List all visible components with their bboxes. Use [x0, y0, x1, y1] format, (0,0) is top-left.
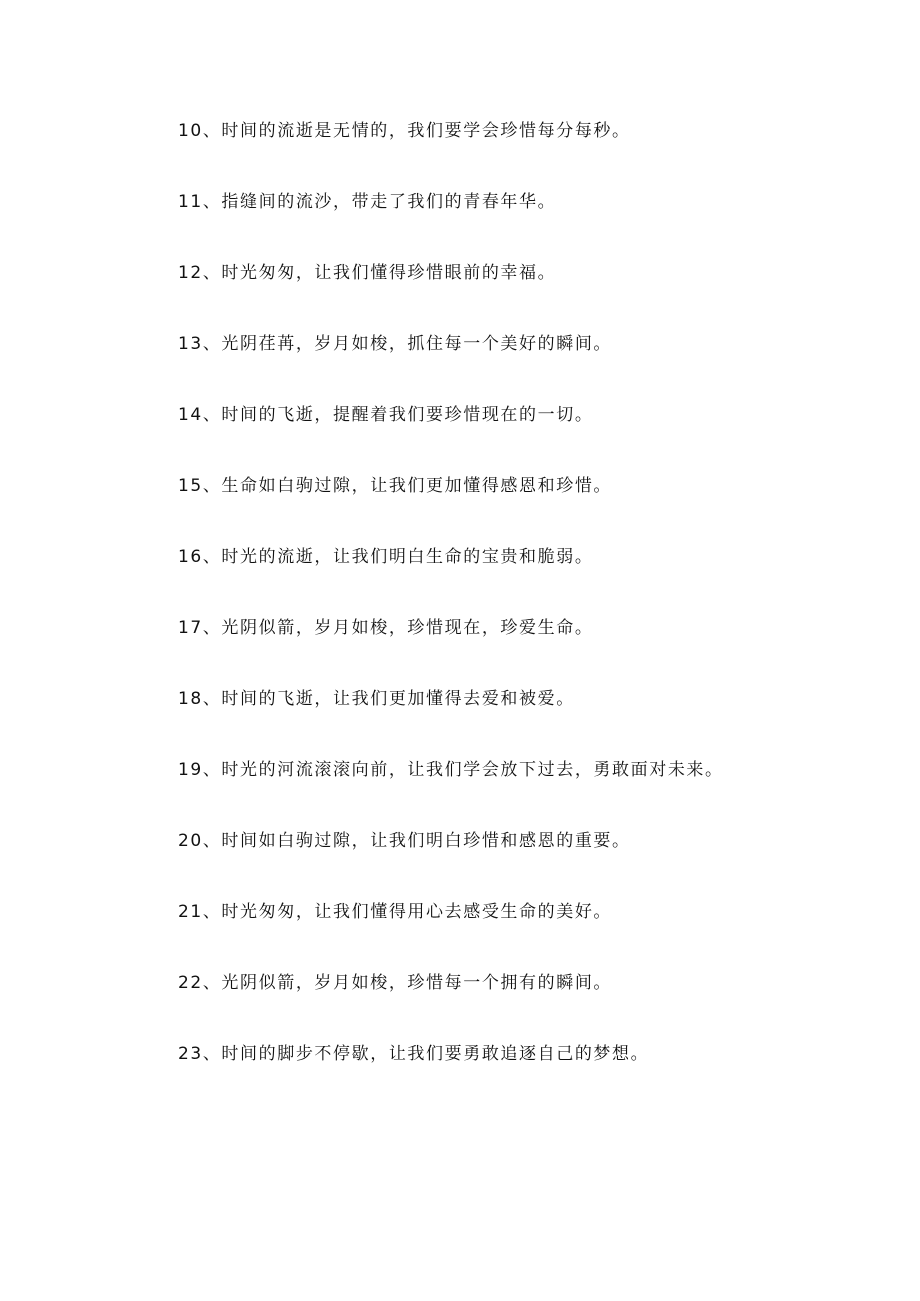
quote-line-15: 15、生命如白驹过隙，让我们更加懂得感恩和珍惜。	[178, 476, 613, 496]
quote-line-21: 21、时光匆匆，让我们懂得用心去感受生命的美好。	[178, 902, 613, 922]
quote-line-19: 19、时光的河流滚滚向前，让我们学会放下过去，勇敢面对未来。	[178, 760, 724, 780]
quote-line-14: 14、时间的飞逝，提醒着我们要珍惜现在的一切。	[178, 405, 594, 425]
quote-line-23: 23、时间的脚步不停歇，让我们要勇敢追逐自己的梦想。	[178, 1044, 650, 1064]
quote-list	[178, 117, 724, 1111]
quote-line-13: 13、光阴荏苒，岁月如梭，抓住每一个美好的瞬间。	[178, 334, 613, 354]
quote-line-11: 11、指缝间的流沙，带走了我们的青春年华。	[178, 192, 557, 212]
quote-line-16: 16、时光的流逝，让我们明白生命的宝贵和脆弱。	[178, 547, 594, 567]
quote-line-18: 18、时间的飞逝，让我们更加懂得去爱和被爱。	[178, 689, 575, 709]
quote-line-20: 20、时间如白驹过隙，让我们明白珍惜和感恩的重要。	[178, 831, 631, 851]
quote-line-12: 12、时光匆匆，让我们懂得珍惜眼前的幸福。	[178, 263, 557, 283]
quote-line-10: 10、时间的流逝是无情的，我们要学会珍惜每分每秒。	[178, 121, 631, 141]
quote-line-22: 22、光阴似箭，岁月如梭，珍惜每一个拥有的瞬间。	[178, 973, 613, 993]
quote-line-17: 17、光阴似箭，岁月如梭，珍惜现在，珍爱生命。	[178, 618, 594, 638]
